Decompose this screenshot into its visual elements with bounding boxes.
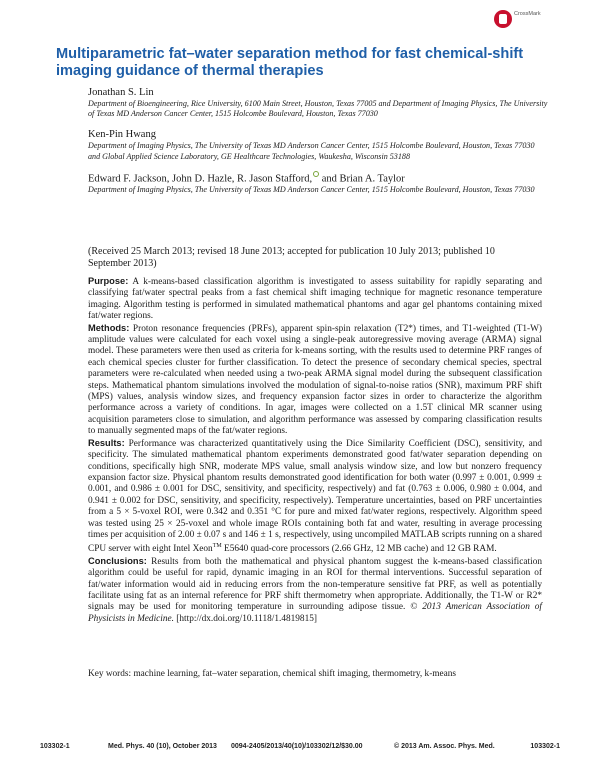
methods-label: Methods: xyxy=(88,322,130,333)
article-number-left: 103302-1 xyxy=(40,743,70,750)
author-names-after: and Brian A. Taylor xyxy=(319,173,405,185)
author-group-1 xyxy=(88,86,548,119)
author-names xyxy=(88,171,548,186)
results-label: Results: xyxy=(88,437,125,448)
author-names: Ken-Pin Hwang xyxy=(88,129,156,141)
author-affiliation: Department of Bioengineering, Rice University, 6100 Main Street, Houston, Texas 77005 and Department of Imaging Physics, The University of Texas MD Anderson Cancer Center, 1515 Holcombe Boulevard, Houston, Texas 77030 xyxy=(88,99,548,119)
received-dates: (Received 25 March 2013; revised 18 June 2013; accepted for publication 10 July 2013; published 10 September 2013) xyxy=(88,246,495,270)
author-group-3 xyxy=(88,171,548,196)
author-group-2 xyxy=(88,128,548,161)
purpose-text: A k-means-based classification algorithm is investigated to assess suitability for rapidly separating and classifying fat/water spectral peaks from a fast chemical shift imaging technique for magnetic resonance temperature imaging. Algorithm testing is performed in simulated mathematical phantoms and agar gel phantoms containing mixed fat/water regions. xyxy=(88,277,542,322)
abstract xyxy=(88,276,542,625)
abstract-purpose xyxy=(88,276,542,323)
crossmark-icon xyxy=(494,10,512,28)
crossmark-badge[interactable] xyxy=(494,8,541,32)
page-footer xyxy=(0,743,600,757)
conclusions-label: Conclusions: xyxy=(88,555,147,566)
doi-link[interactable]: [http://dx.doi.org/10.1118/1.4819815] xyxy=(173,613,317,624)
author-names-before: Edward F. Jackson, John D. Hazle, R. Jason Stafford, xyxy=(88,173,313,185)
purpose-label: Purpose: xyxy=(88,276,129,286)
abstract-methods xyxy=(88,323,542,438)
journal-citation: Med. Phys. 40 (10), October 2013 xyxy=(108,743,217,750)
keywords: Key words: machine learning, fat–water separation, chemical shift imaging, thermometry, k-means xyxy=(88,669,457,679)
article-number-right: 103302-1 xyxy=(530,743,560,750)
crossmark-label: CrossMark xyxy=(514,11,541,17)
trademark-mark: TM xyxy=(212,543,222,550)
author-affiliation: Department of Imaging Physics, The University of Texas MD Anderson Cancer Center, 1515 Holcombe Boulevard, Houston, Texas 77030 xyxy=(88,185,535,195)
author-affiliation: Department of Imaging Physics, The University of Texas MD Anderson Cancer Center, 1515 Holcombe Boulevard, Houston, Texas 77030 and Global Applied Science Laboratory, GE Healthcare Technologies, Waukesha, Wisconsin 53188 xyxy=(88,141,535,161)
results-text-end: E5640 quad-core processors (2.66 GHz, 12 MB cache) and 12 GB RAM. xyxy=(221,544,497,555)
footer-copyright: © 2013 Am. Assoc. Phys. Med. xyxy=(394,743,495,750)
article-title: Multiparametric fat–water separation method for fast chemical-shift imaging guidance of thermal therapies xyxy=(56,46,524,79)
issn-line: 0094-2405/2013/40(10)/103302/12/$30.00 xyxy=(231,743,363,750)
conclusions-text: Results from both the mathematical and physical phantom suggest the k-means-based classification algorithm could be useful for rapid, dynamic imaging in an ROI for thermal interventions. Successful separation of fat/water information would aid in reducing errors from the non-temperature sensitive fat PRF, as well as potentially facilitate using fat as an internal reference for PRF shift thermometry when appropriate. Additionally, the T1-W or R2* signals may be used for monitoring temperature in surrounding adipose tissue. xyxy=(88,556,542,613)
author-names: Jonathan S. Lin xyxy=(88,87,154,98)
copyright-statement: © 2013 American Association of Physicists in Medicine. xyxy=(88,602,542,624)
abstract-results xyxy=(88,438,542,556)
methods-text: Proton resonance frequencies (PRFs), apparent spin-spin relaxation (T2*) times, and T1-weighted (T1-W) amplitude values were calculated for each voxel using a single-peak autoregressive moving average (ARMA) signal model. These parameters were then used as criteria for k-means sorting, with the results used to determine PRF ranges of each chemical species cluster for further classification. To detect the presence of secondary chemical species, spectral parameters were re-calculated when needed using a two-peak ARMA signal model during the subsequent classification steps. Mathematical phantom simulations involved the modulation of signal-to-noise ratios (SNR), maximum PRF shift (MPS) values, analysis window sizes, and frequency expansion factor sizes in order to characterize the algorithm performance across a variety of conditions. In agar, images were collected on a 1.5T clinical MR scanner using acquisition parameters close to simulation, and algorithm performance was assessed by comparing classification results to manually segmented maps of the fat/water regions. xyxy=(88,323,542,437)
abstract-conclusions xyxy=(88,556,542,625)
results-text: Performance was characterized quantitatively using the Dice Similarity Coefficient (DSC), sensitivity, and specificity. The simulated mathematical phantom experiments demonstrated good fat/water separation depending on conditions, specifically high SNR, moderate MPS value, small analysis window size, and low but nonzero frequency expansion factor size. Physical phantom results demonstrated good identification for both water (0.997 ± 0.001, 0.999 ± 0.001, and 0.986 ± 0.001 for DSC, sensitivity, and specificity, respectively) and fat (0.763 ± 0.006, 0.980 ± 0.004, and 0.941 ± 0.002 for DSC, sensitivity, and specificity, respectively). Temperature uncertainties, based on PRF uncertainties from a 5 × 5-voxel ROI, were 0.342 and 0.351 °C for pure and mixed fat/water regions, respectively. Algorithm speed was tested using 25 × 25-voxel and whole image ROIs containing both fat and water, resulting in average processing times per acquisition of 2.00 ± 0.07 s and 146 ± 1 s, respectively, using uncompiled MATLAB scripts running on a shared CPU server with eight Intel Xeon xyxy=(88,438,542,555)
author-block xyxy=(88,86,548,205)
